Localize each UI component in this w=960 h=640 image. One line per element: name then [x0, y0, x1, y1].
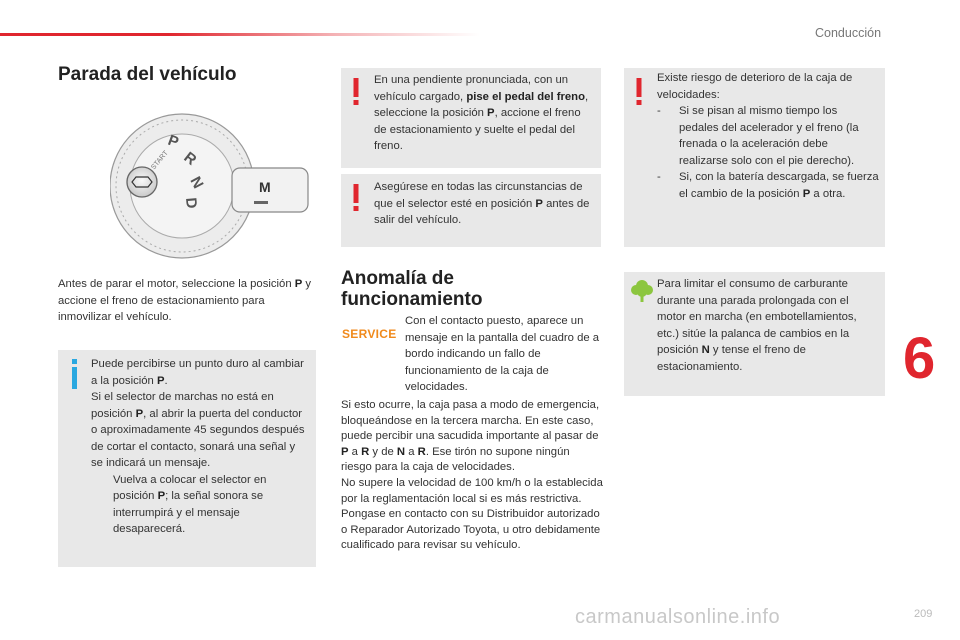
- m-button-label: M: [259, 179, 271, 195]
- warning-icon: [635, 78, 643, 106]
- warning-slope-text: En una pendiente pronunciada, con un vehículo cargado, pise el pedal del freno, seleccione la posición P, accione el freno de estacionamiento y suelte el pedal del freno.: [374, 74, 589, 152]
- start-label: START: [150, 149, 170, 172]
- warning-item: - Si, con la batería descargada, se fuerza el cambio de la posición P a otra.: [657, 171, 879, 200]
- page-number: 209: [914, 608, 933, 620]
- eco-tree-icon: [630, 278, 654, 302]
- warning-box-exit: [341, 174, 601, 247]
- watermark: carmanualsonline.info: [575, 606, 781, 628]
- eco-tip-text: Para limitar el consumo de carburante durante una parada prolongada con el motor en marcha (en embotellamientos, etc.) sitúe la palanca de cambios en la posición N y tense el freno de estacionamiento.: [657, 278, 857, 373]
- warning-box-gearbox: [624, 68, 885, 247]
- section-title: Conducción: [815, 26, 882, 40]
- malfunction-body: Si esto ocurre, la caja pasa a modo de emergencia, bloqueándose en la tercera marcha. En este caso, puede percibir una sacudida importante al pasar de P a R y de N a R. Ese tirón no supone ningún riesgo para la caja de velocidades. No supere la velocidad de 100 km/h o la establecida por la reglamentación local si es más restrictiva. Pongase en contacto con su Distribuidor autorizado o Reparador Autorizado Toyota, u otro debidamente cualificado para revisar su vehículo.: [341, 399, 603, 552]
- service-indicator-icon: SERVICE: [342, 327, 397, 341]
- page-title: Parada del vehículo: [58, 64, 237, 85]
- warning-gearbox-text: Existe riesgo de deterioro de la caja de velocidades: - Si se pisan al mismo tiempo los pedales del acelerador y el freno (la frenada o la aceleración debe realizarse solo con el pie derecho). - Si, con la batería descargada, se fuerza el cambio de la posición P a otra.: [657, 70, 879, 202]
- info-icon: [69, 359, 79, 389]
- chapter-number: 6: [903, 326, 936, 391]
- info-bullet: Vuelva a colocar el selector en posición P; la señal sonora se interrumpirá y el mensaje desaparecerá.: [113, 473, 267, 535]
- warning-icon: [352, 184, 360, 212]
- warning-box-slope: [341, 68, 601, 168]
- malfunction-title: Anomalía de funcionamiento: [341, 268, 483, 310]
- gear-label-p: P: [165, 131, 181, 152]
- stop-instructions: Antes de parar el motor, seleccione la posición P y accione el freno de estacionamiento para inmovilizar el vehículo.: [58, 278, 312, 323]
- warning-item: - Si se pisan al mismo tiempo los pedales del acelerador y el freno (la frenada o la aceleración debe realizarse solo con el pie derecho).: [657, 105, 859, 167]
- gear-label-d: D: [182, 196, 200, 210]
- info-text: Puede percibirse un punto duro al cambiar a la posición P. Si el selector de marchas no está en posición P, al abrir la puerta del conductor o aproximadamente 45 segundos después de cortar el contacto, sonará una señal y se indicará un mensaje. Vuelva a colocar el selector en posición P; la señal sonora se interrumpirá y el mensaje desaparecerá.: [91, 356, 305, 538]
- warning-icon: [352, 78, 360, 106]
- header-accent-bar: [0, 33, 480, 36]
- gear-label-r: R: [180, 148, 200, 169]
- gear-label-n: N: [186, 173, 207, 192]
- service-message-text: Con el contacto puesto, aparece un mensaje en la pantalla del cuadro de a bordo indicando un fallo de funcionamiento de la caja de velocidades.: [405, 315, 600, 393]
- warning-exit-text: Asegúrese en todas las circunstancias de que el selector esté en posición P antes de salir del vehículo.: [374, 181, 590, 226]
- gear-selector-illustration: [110, 112, 320, 264]
- info-box: [58, 350, 316, 567]
- eco-tip-box: [624, 272, 885, 396]
